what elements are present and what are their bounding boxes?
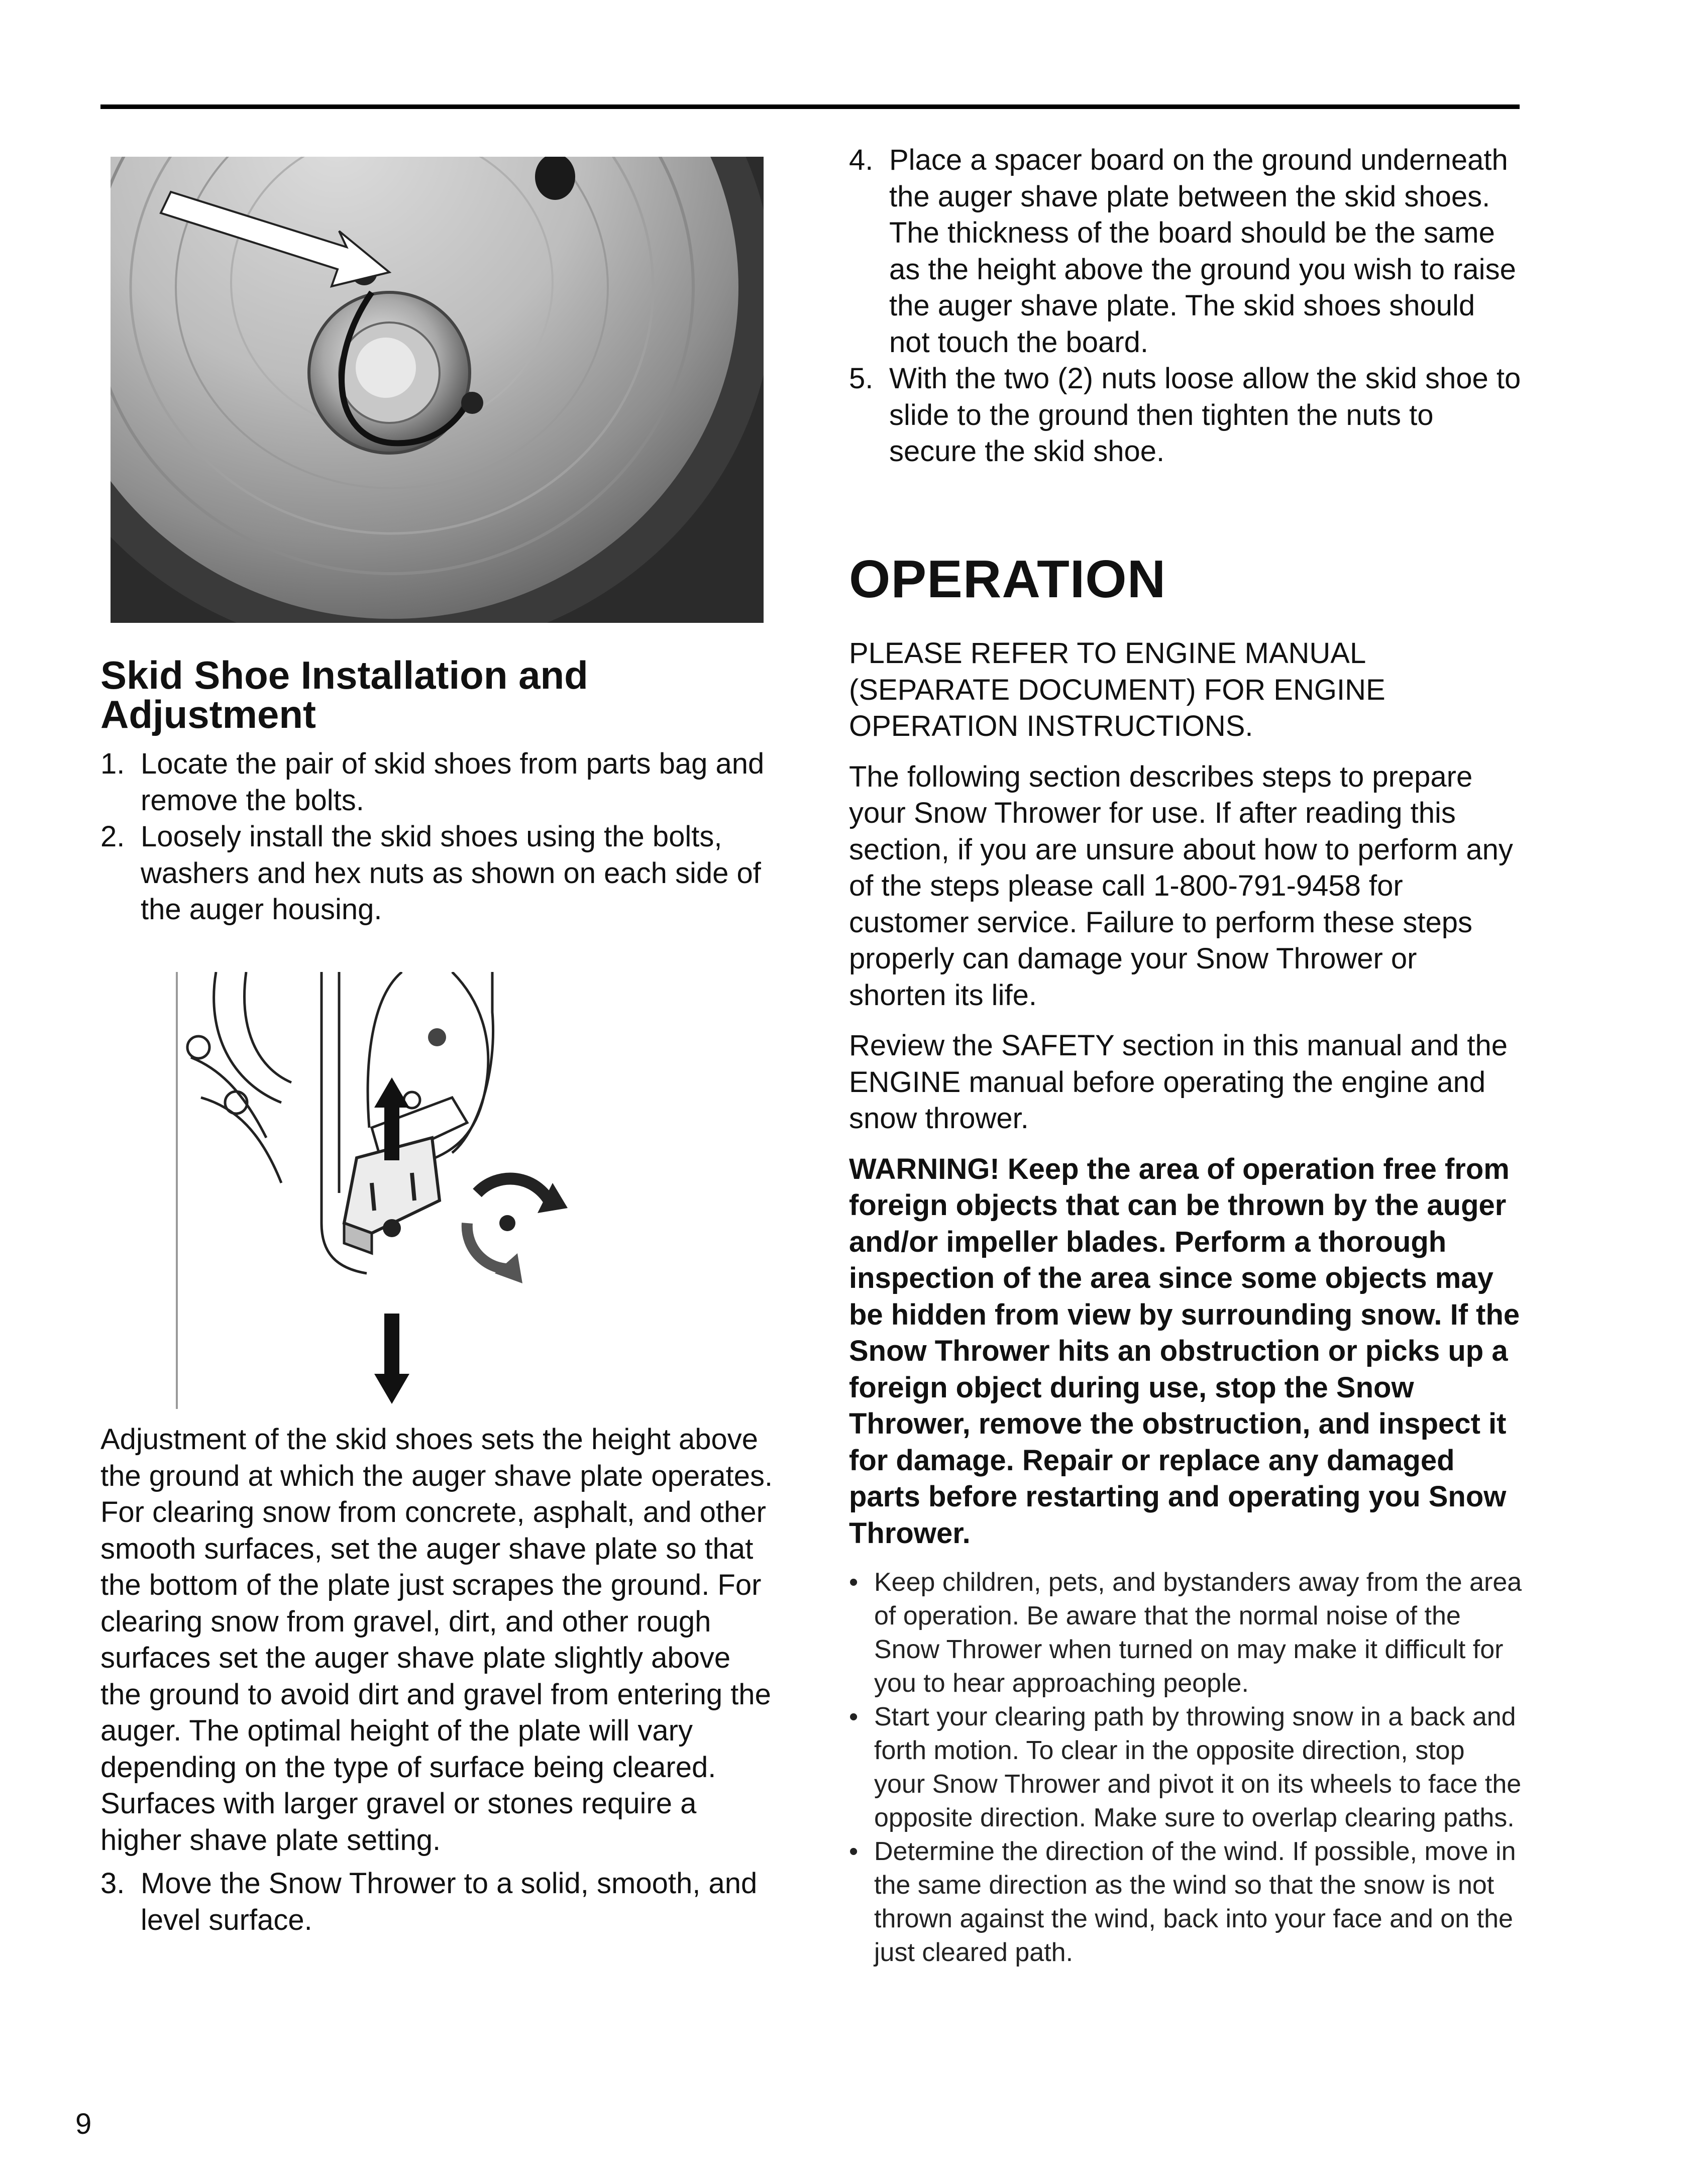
preparation-paragraph: The following section describes steps to prepare your Snow Thrower for use. If after reading this section, if you are unsure about how to perform any of the steps please call 1-800-791-9458 for customer service. Failure to perform these steps properly can damage your Snow Thrower or shorten its life.	[849, 760, 1513, 1012]
section-title-skid-shoe: Skid Shoe Installation and Adjustment	[100, 653, 588, 736]
adjustment-paragraph: Adjustment of the skid shoes sets the height above the ground at which the auger shave plate operates. For clearing snow from concrete, asphalt, and other smooth surfaces, set the auger shave plate so that the bottom of the plate just scrapes the ground. For clearing snow from gravel, dirt, and other rough surfaces set the auger shave plate slightly above the ground to avoid dirt and gravel from entering the auger. The optimal height of the plate will vary depending on the type of surface being cleared. Surfaces with larger gravel or stones require a higher shave plate setting.	[100, 1423, 773, 1857]
operation-content	[849, 635, 1522, 1970]
bullet-icon: •	[849, 1568, 859, 1597]
list-item: • Determine the direction of the wind. If possible, move in the same direction as the wind so that the snow is not thrown against the wind, back into your face and on the just cleared path.	[849, 1835, 1522, 1970]
list-item: 1. Locate the pair of skid shoes from parts bag and remove the bolts.	[100, 747, 765, 817]
bullet-icon: •	[849, 1837, 859, 1866]
safety-review-paragraph: Review the SAFETY section in this manual and the ENGINE manual before operating the engine and snow thrower.	[849, 1029, 1508, 1135]
skid-shoe-diagram	[171, 972, 673, 1411]
list-item: 3. Move the Snow Thrower to a solid, smooth, and level surface.	[100, 1867, 758, 1936]
header-rule	[100, 104, 1520, 109]
list-item: • Start your clearing path by throwing snow in a back and forth motion. To clear in the opposite direction, stop your Snow Thrower and pivot it on its wheels to face the opposite direction. Make sure to overlap clearing paths.	[849, 1700, 1522, 1835]
bullet-icon: •	[849, 1702, 859, 1731]
warning-paragraph: WARNING! Keep the area of operation free from foreign objects that can be thrown by the auger and/or impeller blades. Perform a thorough inspection of the area since some objects may be hidden from view by surrounding snow. If the Snow Thrower hits an obstruction or picks up a foreign object during use, stop the Snow Thrower, remove the obstruction, and inspect it for damage. Repair or replace any damaged parts before restarting and operating you Snow Thrower.	[849, 1152, 1520, 1550]
safety-bullets	[849, 1566, 1522, 1970]
list-item: 2. Loosely install the skid shoes using the bolts, washers and hex nuts as shown on each side of the auger housing.	[100, 820, 761, 926]
list-item: • Keep children, pets, and bystanders away from the area of operation. Be aware that the normal noise of the Snow Thrower when turned on may make it difficult for you to hear approaching people.	[849, 1566, 1522, 1700]
skid-shoe-steps-4-5	[849, 142, 1522, 470]
wheel-hub-photo	[111, 157, 764, 623]
skid-shoe-steps-1-2	[100, 746, 774, 928]
page-number: 9	[75, 2108, 92, 2140]
list-item: 5. With the two (2) nuts loose allow the skid shoe to slide to the ground then tighten the nuts to secure the skid shoe.	[849, 362, 1521, 468]
skid-shoe-explanation	[100, 1422, 774, 1938]
engine-manual-note: PLEASE REFER TO ENGINE MANUAL (SEPARATE DOCUMENT) FOR ENGINE OPERATION INSTRUCTIONS.	[849, 637, 1385, 742]
operation-heading: OPERATION	[849, 550, 1166, 609]
list-item: 4. Place a spacer board on the ground underneath the auger shave plate between the skid shoes. The thickness of the board should be the same as the height above the ground you wish to raise the auger shave plate. The skid shoes should not touch the board.	[849, 144, 1516, 359]
